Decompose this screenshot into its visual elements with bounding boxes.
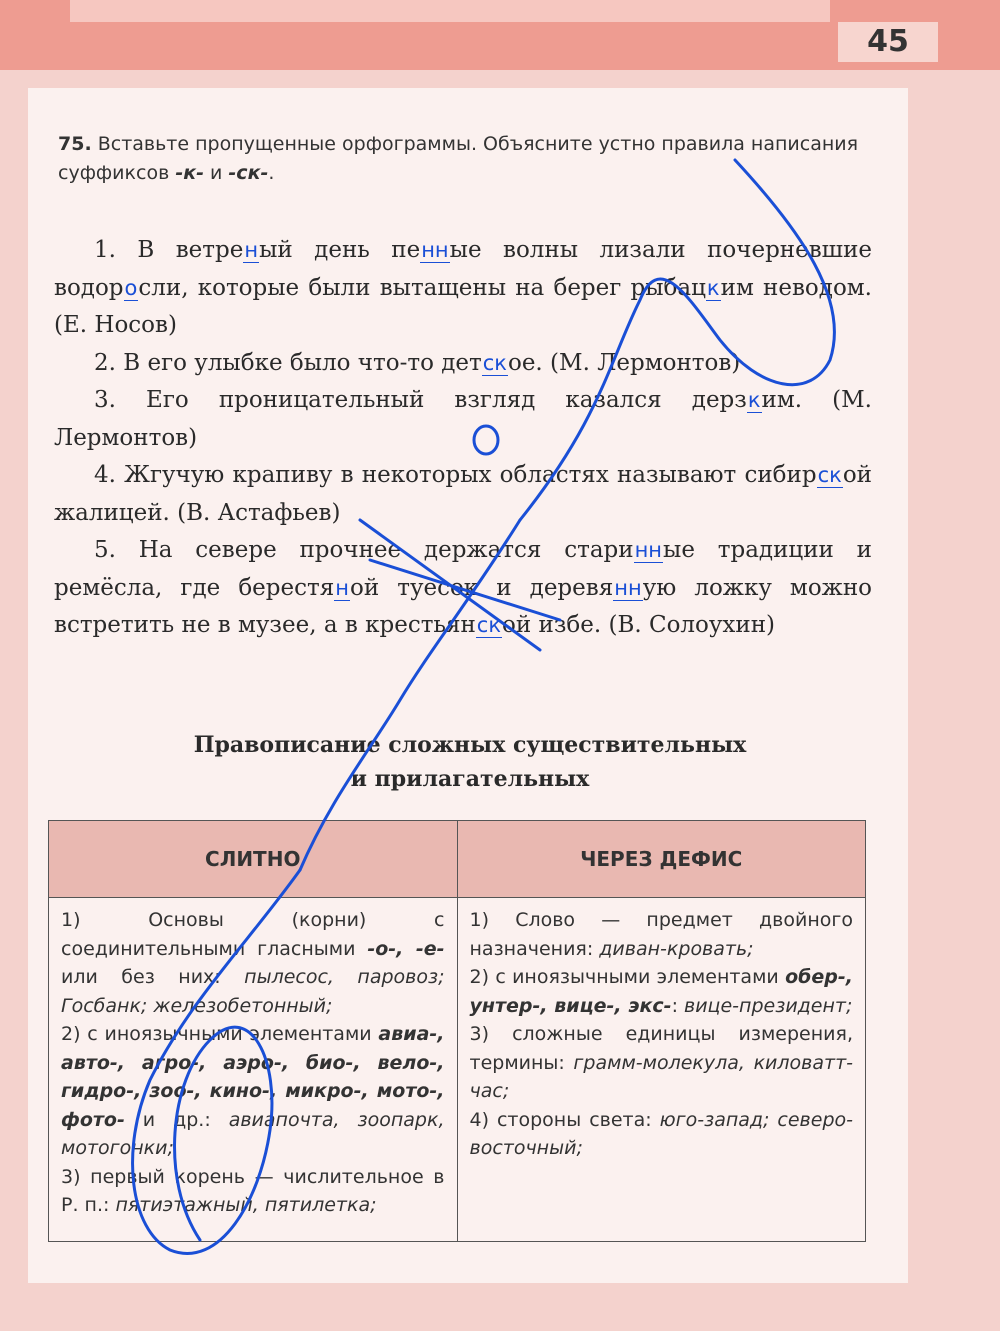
scribble-bottom-left: [133, 870, 300, 1253]
page-number: 45: [838, 22, 938, 62]
exercise-number: 75.: [58, 133, 92, 155]
handwritten-insertion: о: [124, 275, 138, 300]
handwritten-insertion: ск: [482, 350, 507, 375]
instruction-joiner: и: [203, 162, 229, 184]
handwritten-insertion: н: [244, 238, 259, 262]
suffix-sk: -ск-: [228, 162, 269, 184]
sentence-text: ой жалицей. (В. Астафьев): [54, 462, 872, 526]
instruction-text: Вставьте пропущенные орфограммы. Объясните устно правила написания суффиксов: [58, 133, 859, 184]
section-heading-line1: Правописание сложных существительных: [193, 732, 747, 758]
defis-rule-4: 4) стороны света: юго-запад; северо-восточный;: [469, 1108, 853, 1159]
defis-rule-2: 2) с иноязычными элементами обер-, унтер-, вице-, экс-: вице-президент;: [469, 966, 853, 1017]
handwritten-insertion: нн: [634, 538, 663, 562]
sentence-text: ое. (М. Лермонтов): [507, 349, 741, 376]
sentence-text: ую ложку можно встретить не в музее, а в крестьян: [54, 574, 872, 638]
section-heading-line2: и прилагательных: [350, 766, 590, 792]
sentence-text: 3. Его проницательный взгляд казался дерз: [94, 387, 747, 413]
sentence-text: 4. Жгучую крапиву в некоторых областях называют сибир: [94, 462, 817, 488]
instruction-end: .: [268, 162, 275, 184]
sentence-text: 5. На севере прочнее держатся стари: [94, 537, 634, 563]
sentence-text: сли, которые были вытащены на берег рыбац: [138, 274, 706, 301]
header-cherez-defis: ЧЕРЕЗ ДЕФИС: [457, 821, 866, 898]
header-slitno: СЛИТНО: [49, 821, 458, 898]
slitno-rule-3: 3) первый корень — числительное в Р. п.: пятиэтажный, пятилетка;: [61, 1165, 445, 1216]
handwritten-insertion: к: [747, 388, 761, 412]
suffix-k: -к-: [175, 162, 204, 184]
defis-rule-3: 3) сложные единицы измерения, термины: грамм-молекула, киловатт-час;: [469, 1023, 853, 1102]
defis-rule-1: 1) Слово — предмет двойного назначения: диван-кровать;: [469, 909, 853, 960]
handwritten-insertion: нн: [421, 238, 449, 262]
handwritten-insertion: нн: [614, 575, 642, 600]
handwritten-insertion: н: [335, 575, 349, 600]
handwritten-insertion: ск: [476, 613, 502, 637]
handwritten-insertion: ск: [817, 463, 842, 487]
scribble-top-right: [520, 160, 834, 520]
scribble-cross: [360, 520, 560, 650]
sentence-text: ые волны лизали почерневшие водор: [54, 237, 873, 301]
slitno-rule-1: 1) Основы (корни) с соединительными гласными -о-, -е- или без них: пылесос, паровоз; Госбанк; железобетонный;: [61, 909, 445, 1017]
sentence-text: ой избе. (В. Солоухин): [502, 612, 776, 638]
sentence-text: 2. В его улыбке было что-то дет: [94, 349, 482, 376]
scribble-circle: [474, 426, 498, 454]
sentence-text: ые традиции и ремёсла, где берестя: [54, 537, 872, 601]
sentence-text: ой туесок и деревя: [349, 574, 614, 601]
handwritten-insertion: к: [706, 275, 720, 300]
sentence-text: им неводом. (Е. Носов): [54, 274, 872, 338]
sentence-text: ый день пе: [259, 237, 421, 263]
sentence-text: им. (М. Лермонтов): [54, 387, 872, 451]
slitno-rule-2: 2) с иноязычными элементами авиа-, авто-, агро-, аэро-, био-, вело-, гидро-, зоо-, кино-, микро-, мото-, фото- и др.: авиапочта, зоопарк, мотогонки;: [61, 1023, 445, 1159]
sentence-text: 1. В ветре: [94, 237, 244, 263]
